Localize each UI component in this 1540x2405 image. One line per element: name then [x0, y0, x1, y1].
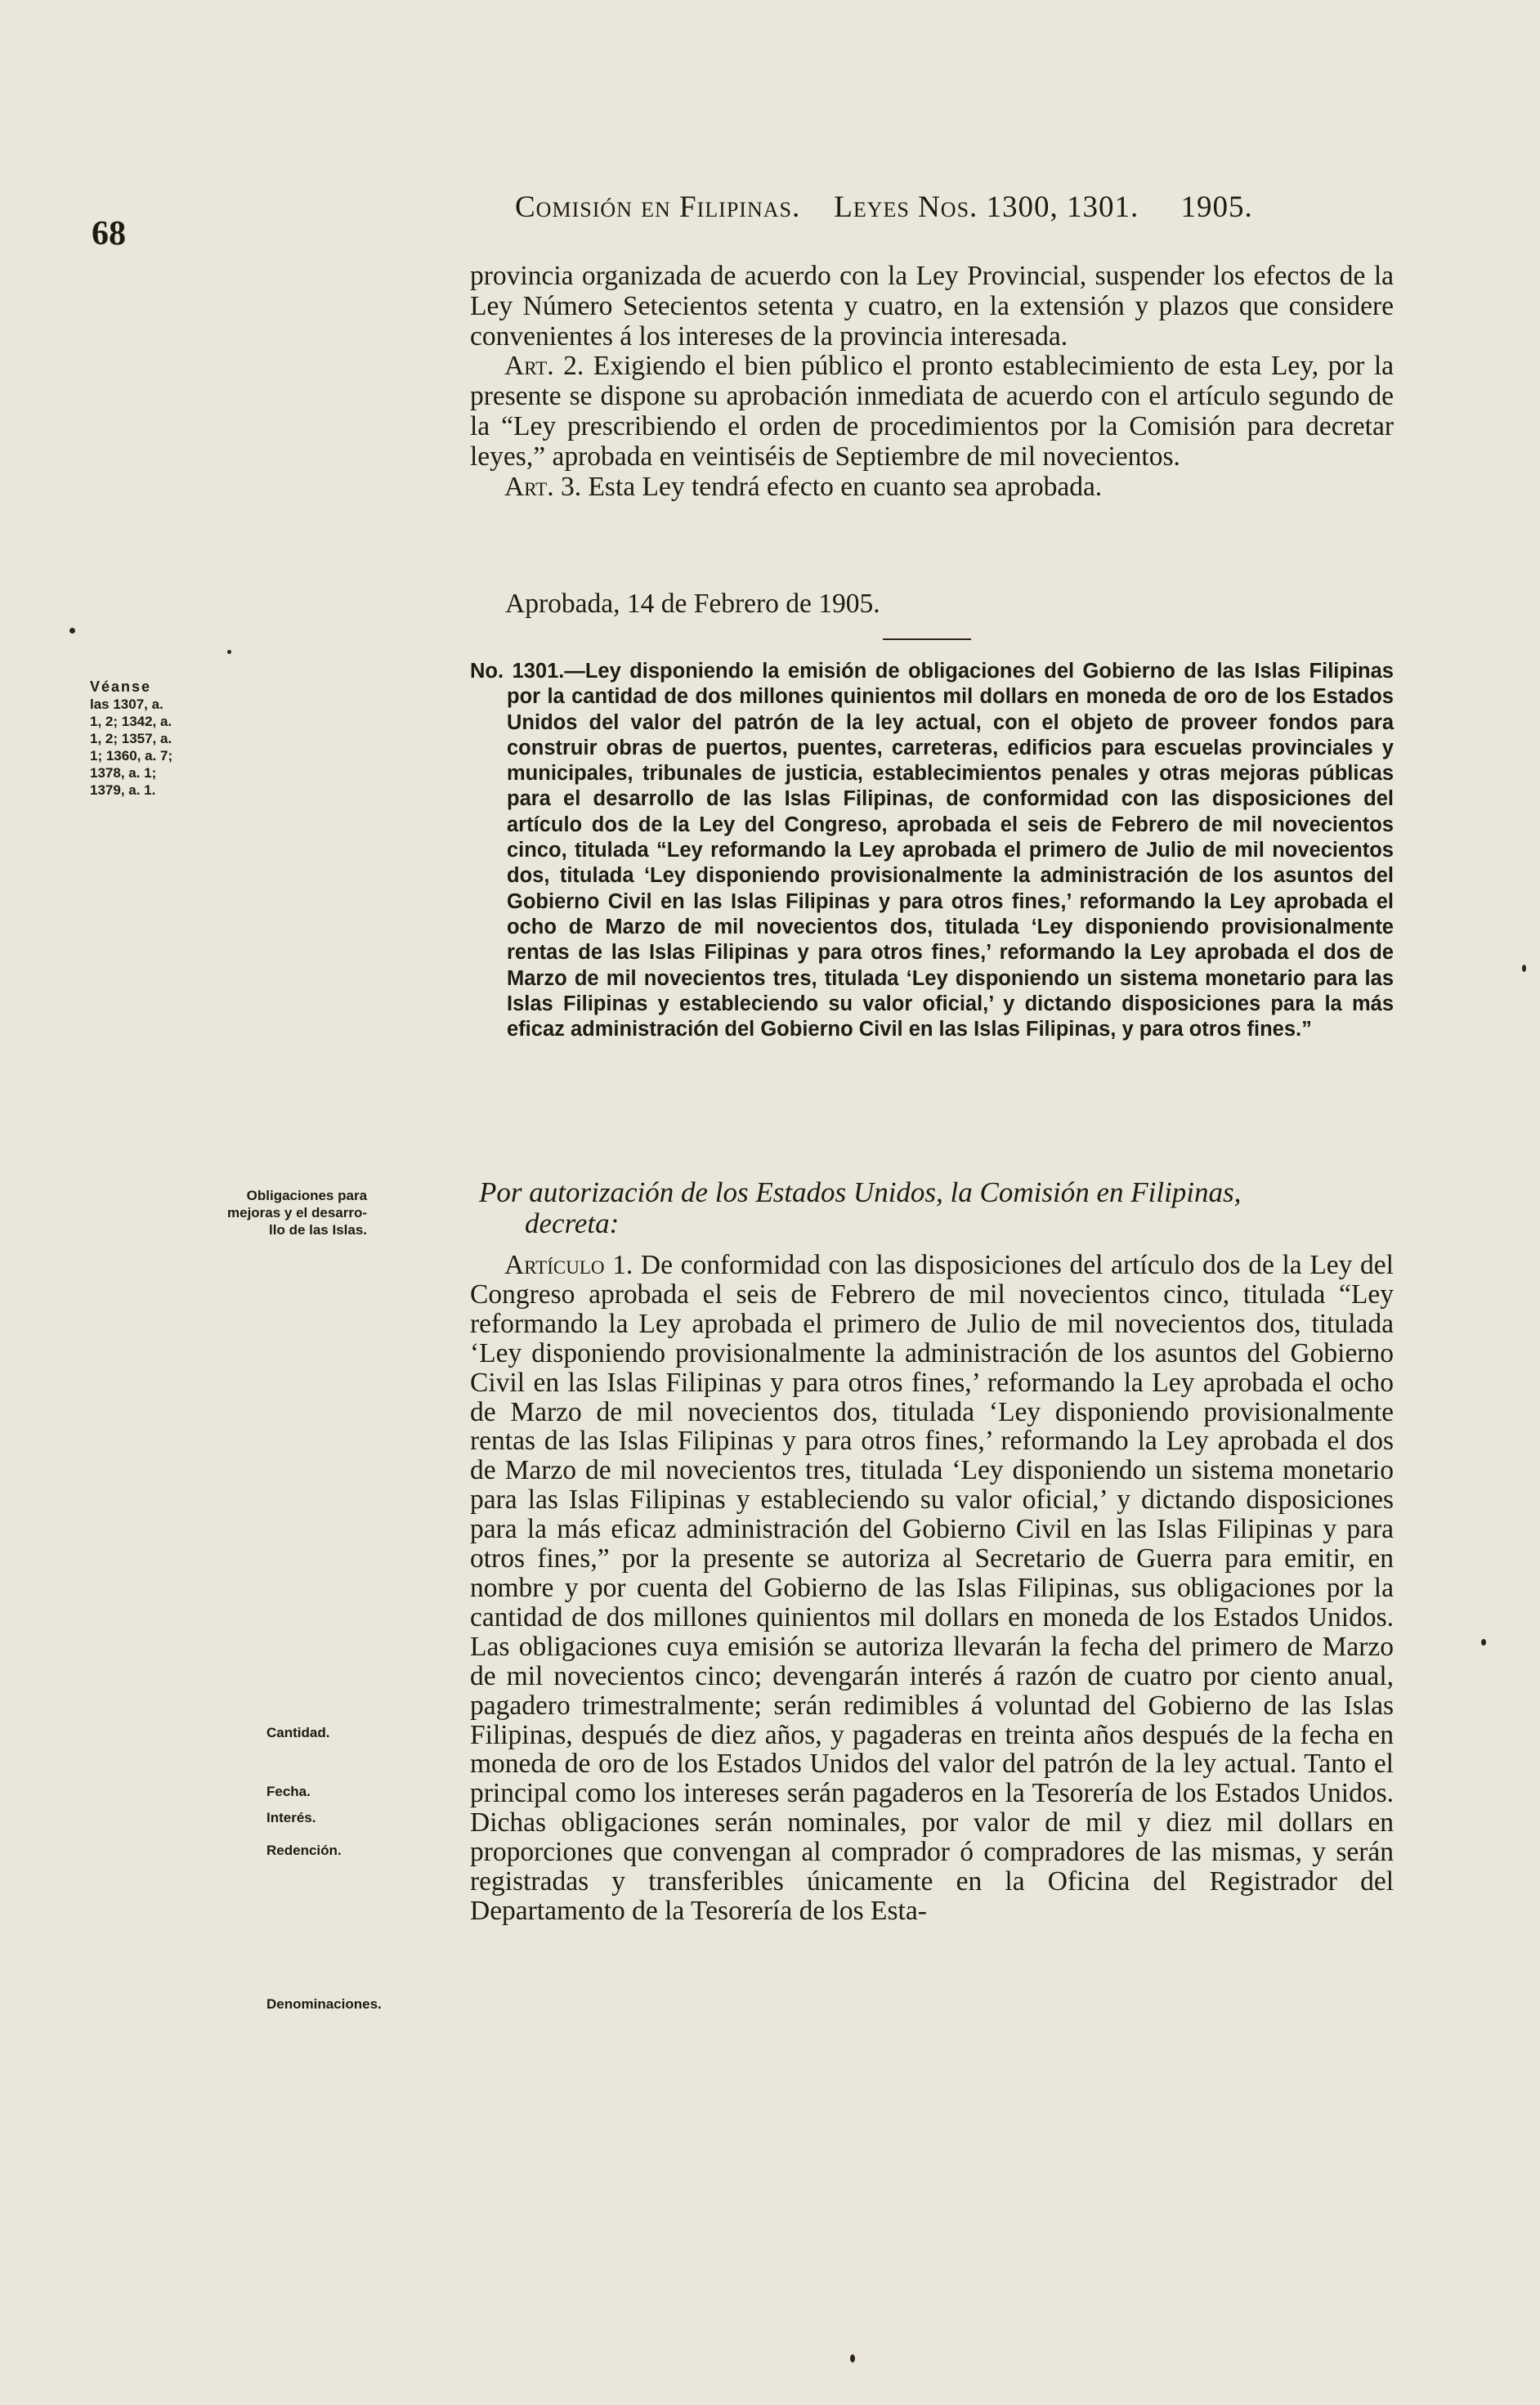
law-1301-summary: [470, 659, 1394, 1042]
article-2-paragraph: [470, 352, 1394, 472]
continuation-paragraph: provincia organizada de acuerdo con la Ley Provincial, suspender los efectos de la Ley Número Setecientos setenta y cuatro, en la extensión y plazos que considere convenientes á los intereses de la provincia interesada.: [470, 261, 1394, 352]
enacting-clause-line-2: decreta:: [525, 1207, 620, 1239]
enacting-clause: [479, 1177, 1403, 1239]
article-1-label: Artículo 1.: [504, 1250, 633, 1280]
article-1: [470, 1251, 1394, 1926]
running-head-title: Comisión en Filipinas.: [515, 190, 801, 224]
page-number: 68: [92, 215, 126, 253]
article-1-text: De conformidad con las disposiciones del artículo dos de la Ley del Congreso aprobada el seis de Febrero de mil novecientos cinco, titulada “Ley reformando la Ley aprobada el primero de Julio de mil novecientos dos, titulada ‘Ley disponiendo provisionalmente la administración de los asuntos del Gobierno Civil en las Islas Filipinas y para otros fines,’ reformando la Ley aprobada el ocho de Marzo de mil novecientos dos, titulada ‘Ley disponiendo provisionalmente rentas de las Islas Filipinas y para otros fines,’ reformando la Ley aprobada el dos de Marzo de mil novecientos tres, titulada ‘Ley disponiendo un sistema monetario para las Islas Filipinas y estableciendo su valor oficial,’ y dictando disposiciones para la más eficaz administración del Gobierno Civil en las Islas Filipinas y para otros fines,” por la presente se autoriza al Secretario de Guerra para emitir, en nombre y por cuenta del Gobierno de las Islas Filipinas, sus obligaciones por la cantidad de dos millones quinientos mil dollars en moneda de los Estados Unidos. Las obligaciones cuya emisión se autoriza llevarán la fecha del primero de Marzo de mil novecientos cinco; devengarán interés á razón de cuatro por ciento anual, pagadero trimestralmente; serán redimibles á voluntad del Gobierno de las Islas Filipinas, después de diez años, y pagaderas en treinta años después de la fecha en moneda de oro de los Estados Unidos del valor del patrón de la ley actual. Tanto el principal como los intereses serán pagaderos en la Tesorería de los Estados Unidos. Dichas obligaciones serán nominales, por valor de mil y diez mil dollars en proporciones que convengan al comprador ó compradores de las mismas, y serán registradas y transferibles únicamente en la Oficina del Registrador del Departamento de la Tesorería de los Esta-: [470, 1250, 1394, 1926]
paper-speck: [1481, 1639, 1486, 1646]
article-3-label: Art. 3.: [504, 471, 582, 502]
enacting-clause-line-1: Por autorización de los Estados Unidos, la Comisión en Filipinas,: [479, 1176, 1242, 1208]
margin-note-cross-references: [90, 679, 172, 799]
running-head: [515, 190, 1357, 225]
margin-note-veanse-head: Véanse: [90, 679, 152, 695]
margin-note-denominaciones: Denominaciones.: [266, 1996, 382, 2012]
paper-speck: [227, 650, 231, 654]
margin-note-redencion: Redención.: [266, 1843, 342, 1858]
article-1-paragraph: [470, 1251, 1394, 1926]
paper-speck: [850, 2354, 855, 2362]
margin-note-interes: Interés.: [266, 1810, 316, 1825]
previous-law-ending: [470, 262, 1394, 502]
margin-note-veanse-body: las 1307, a. 1, 2; 1342, a. 1, 2; 1357, a. 1; 1360, a. 7; 1378, a. 1; 1379, a. 1.: [90, 696, 173, 798]
margin-note-obligaciones: Obligaciones para mejoras y el desarro- llo de las Islas.: [227, 1188, 368, 1238]
margin-note-fecha: Fecha.: [266, 1784, 311, 1799]
article-3-paragraph: [470, 472, 1394, 503]
article-3-text: Esta Ley tendrá efecto en cuanto sea aprobada.: [588, 471, 1103, 502]
article-2-label: Art. 2.: [504, 351, 584, 382]
article-2-text: Exigiendo el bien público el pronto establecimiento de esta Ley, por la presente se dispone su aprobación inmediata de acuerdo con el artículo segundo de la “Ley prescribiendo el orden de procedimientos por la Comisión para decretar leyes,” aprobada en veintiséis de Septiembre de mil novecientos.: [470, 351, 1395, 472]
paper-speck: [69, 628, 75, 634]
margin-note-cantidad: Cantidad.: [266, 1725, 330, 1740]
approval-date: Aprobada, 14 de Febrero de 1905.: [505, 589, 880, 619]
law-1301-title: No. 1301.—Ley disponiendo la emisión de obligaciones del Gobierno de las Islas Filipinas por la cantidad de dos millones quinientos mil dollars en moneda de oro de los Estados Unidos del valor del patrón de la ley actual, con el objeto de proveer fondos para construir obras de puertos, puentes, carreteras, edificios para escuelas provinciales y municipales, tribunales de justicia, establecimientos penales y otras mejoras públicas para el desarrollo de las Islas Filipinas, de conformidad con las disposiciones del artículo dos de la Ley del Congreso, aprobada el seis de Febrero de mil novecientos cinco, titulada “Ley reformando la Ley aprobada el primero de Julio de mil novecientos dos, titulada ‘Ley disponiendo provisionalmente la administración de los asuntos del Gobierno Civil en las Islas Filipinas y para otros fines,’ reformando la Ley aprobada el ocho de Marzo de mil novecientos dos, titulada ‘Ley disponiendo provisionalmente rentas de las Islas Filipinas y para otros fines,’ reformando la Ley aprobada el dos de Marzo de mil novecientos tres, titulada ‘Ley disponiendo un sistema monetario para las Islas Filipinas y estableciendo su valor oficial,’ y dictando disposiciones para la más eficaz administración del Gobierno Civil en las Islas Filipinas, y para otros fines.”: [470, 660, 1394, 1041]
section-divider: [883, 638, 971, 640]
running-head-year: 1905.: [1180, 190, 1253, 224]
paper-speck: [1522, 965, 1526, 972]
running-head-laws: Leyes Nos. 1300, 1301.: [834, 190, 1139, 224]
